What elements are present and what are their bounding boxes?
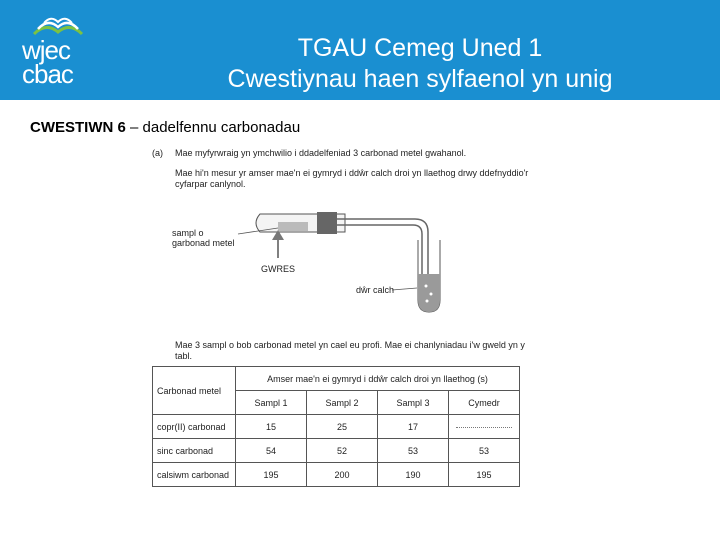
table-row xyxy=(153,463,520,487)
table-cell: 15 xyxy=(236,415,307,439)
answer-blank-line xyxy=(456,426,512,428)
limewater xyxy=(418,274,440,312)
table-cell-name: sinc carbonad xyxy=(153,439,236,463)
label-sample-1: sampl o xyxy=(172,228,204,238)
table-cell-name: calsiwm carbonad xyxy=(153,463,236,487)
table-cell: 52 xyxy=(307,439,378,463)
table-cell-name: copr(II) carbonad xyxy=(153,415,236,439)
carbonate-sample xyxy=(278,222,308,231)
table-column-header: Cymedr xyxy=(449,391,520,415)
table-cell: 200 xyxy=(307,463,378,487)
page-title-line-2: Cwestiynau haen sylfaenol yn unig xyxy=(227,65,613,93)
table-column-header: Sampl 2 xyxy=(307,391,378,415)
table-cell: 25 xyxy=(307,415,378,439)
table-row xyxy=(153,439,520,463)
question-text-results-2: tabl. xyxy=(175,351,193,361)
table-column-header: Sampl 3 xyxy=(378,391,449,415)
question-text-results-1: Mae 3 sampl o bob carbonad metel yn cael eu profi. Mae ei chanlyniadau i'w gweld yn y xyxy=(175,340,525,350)
label-sample-2: garbonad metel xyxy=(172,238,235,248)
logo-text-wjec: wjec xyxy=(22,35,71,65)
wjec-logo xyxy=(14,12,104,88)
label-heat: GWRES xyxy=(261,264,296,274)
part-label: (a) xyxy=(152,148,163,158)
table-cell: 54 xyxy=(236,439,307,463)
header-banner xyxy=(0,0,720,100)
table-group-header: Amser mae'n ei gymryd i ddŵr calch droi yn llaethog (s) xyxy=(236,367,520,391)
stopper xyxy=(317,212,337,234)
table-cell: 195 xyxy=(449,463,520,487)
question-text-method-2: cyfarpar canlynol. xyxy=(175,179,246,189)
question-text-intro: Mae myfyrwraig yn ymchwilio i ddadelfeniad 3 carbonad metel gwahanol. xyxy=(175,148,467,158)
apparatus-diagram xyxy=(160,200,460,320)
table-cell: 53 xyxy=(449,439,520,463)
table-cell: 17 xyxy=(378,415,449,439)
question-number: CWESTIWN 6 xyxy=(30,119,126,136)
logo-text-cbac: cbac xyxy=(22,59,73,89)
table-cell: 53 xyxy=(378,439,449,463)
table-row-header: Carbonad metel xyxy=(153,367,236,415)
table-cell: 190 xyxy=(378,463,449,487)
question-heading xyxy=(30,119,300,136)
answer-blank-cell xyxy=(449,415,520,439)
table-column-header: Sampl 1 xyxy=(236,391,307,415)
page-title-line-1: TGAU Cemeg Uned 1 xyxy=(297,34,543,62)
question-text-method-1: Mae hi'n mesur yr amser mae'n ei gymryd i ddŵr calch droi yn llaethog drwy ddefnyddio'r xyxy=(175,168,529,178)
question-topic: – dadelfennu carbonadau xyxy=(125,119,301,136)
label-limewater: dŵr calch xyxy=(356,285,395,295)
table-cell: 195 xyxy=(236,463,307,487)
results-table xyxy=(152,366,520,487)
table-row xyxy=(153,415,520,439)
